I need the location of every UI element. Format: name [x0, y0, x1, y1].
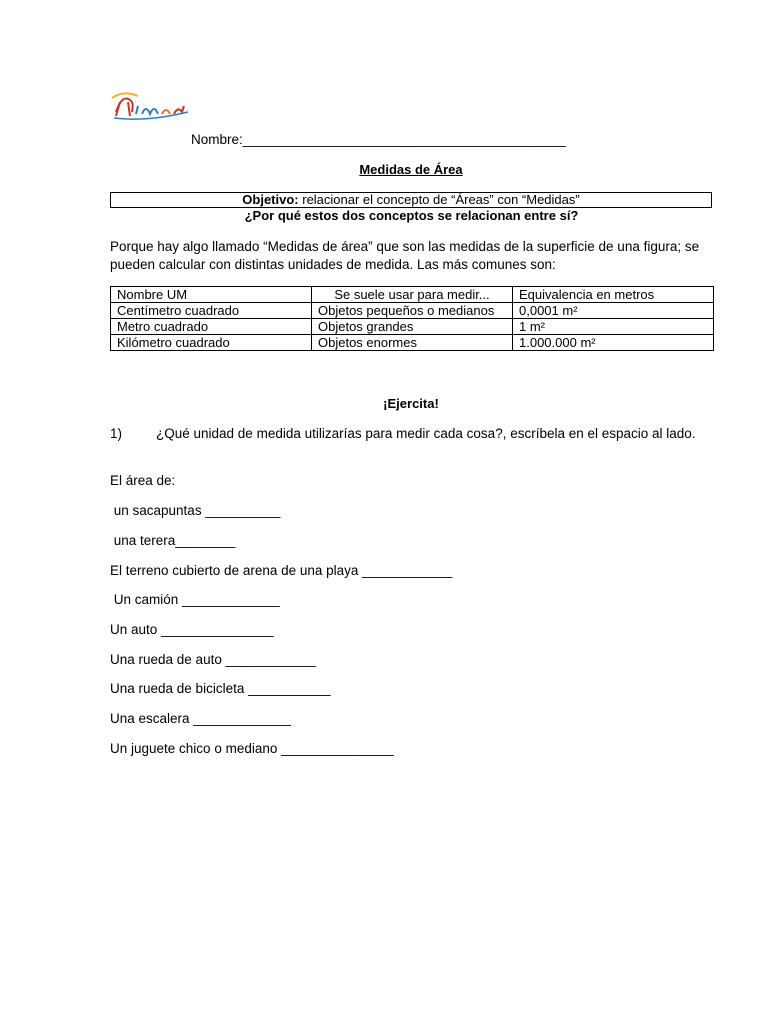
objective-label: Objetivo:: [242, 192, 299, 207]
name-blank: ___________________________________________: [242, 132, 566, 147]
intro-paragraph: Porque hay algo llamado “Medidas de área” que son las medidas de la superficie de una figura; se pueden calcular con distintas unidades de medida. Las más comunes son:: [110, 239, 700, 272]
table-cell: Objetos grandes: [312, 319, 513, 335]
exercise-item: una terera________: [110, 533, 236, 548]
table-cell: Kilómetro cuadrado: [111, 335, 312, 351]
table-cell: 1 m²: [513, 319, 714, 335]
table-cell: Metro cuadrado: [111, 319, 312, 335]
guiding-question: ¿Por qué estos dos conceptos se relacionan entre sí?: [244, 208, 579, 223]
table-row: [111, 319, 714, 335]
table-header-cell: Equivalencia en metros: [513, 287, 714, 303]
page-title: Medidas de Área: [359, 162, 463, 177]
table-cell: Objetos pequeños o medianos: [312, 303, 513, 319]
table-cell: 0,0001 m²: [513, 303, 714, 319]
table-header-row: [111, 287, 714, 303]
exercise-question: [110, 425, 720, 443]
exercise-intro: El área de:: [110, 473, 176, 488]
table-header-cell: Se suele usar para medir...: [312, 287, 513, 303]
table-cell: Centímetro cuadrado: [111, 303, 312, 319]
name-field: [191, 132, 566, 147]
name-label: Nombre:: [191, 132, 243, 147]
objective-text: relacionar el concepto de “Áreas” con “Medidas”: [298, 192, 580, 207]
question-number: 1): [110, 426, 123, 441]
table-cell: Objetos enormes: [312, 335, 513, 351]
exercise-item: un sacapuntas __________: [110, 503, 281, 518]
table-row: [111, 335, 714, 351]
objective-box: [110, 192, 712, 208]
exercise-title: ¡Ejercita!: [383, 396, 439, 411]
table-row: [111, 303, 714, 319]
exercise-item: Una rueda de auto ____________: [110, 652, 316, 667]
exercise-item: Una escalera _____________: [110, 711, 291, 726]
table-cell: 1.000.000 m²: [513, 335, 714, 351]
table-header-cell: Nombre UM: [111, 287, 312, 303]
exercise-item: Un auto _______________: [110, 622, 274, 637]
exercise-item: El terreno cubierto de arena de una playa ____________: [110, 563, 453, 578]
school-logo: [108, 72, 192, 130]
units-table: [110, 286, 714, 351]
exercise-item: Un camión _____________: [110, 592, 280, 607]
question-prompt: ¿Qué unidad de medida utilizarías para medir cada cosa?, escríbela en el espacio al lado.: [156, 426, 696, 441]
exercise-item: Una rueda de bicicleta ___________: [110, 681, 331, 696]
exercise-item: Un juguete chico o mediano _______________: [110, 741, 394, 756]
